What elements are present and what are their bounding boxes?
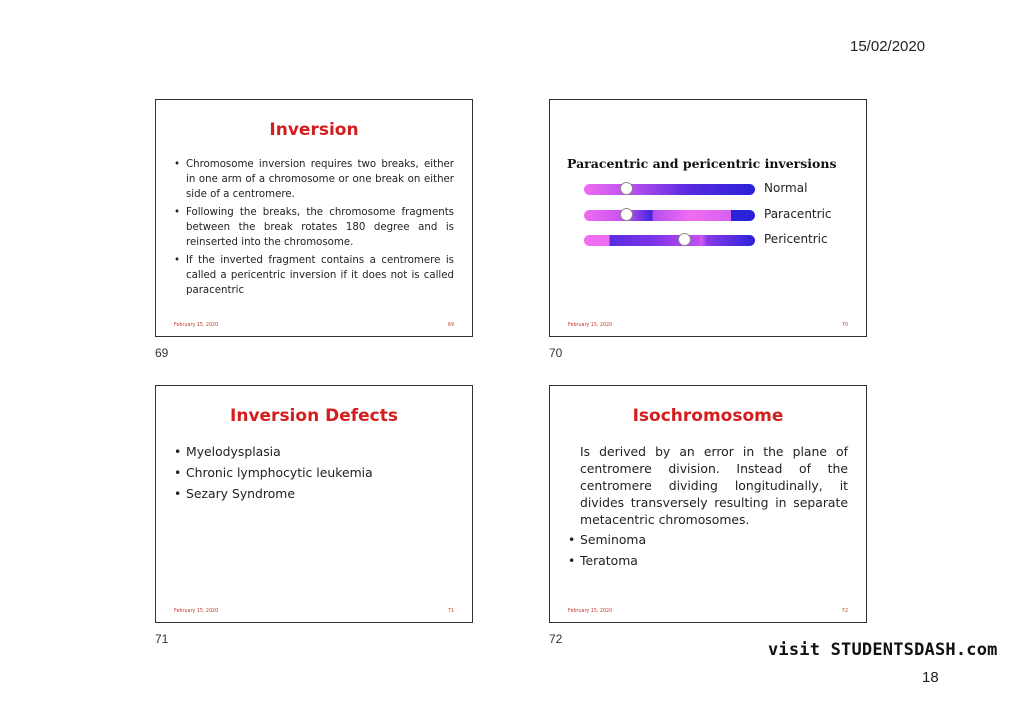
page-number: 18: [922, 669, 939, 686]
chromosome-bar-pericentric: [584, 235, 755, 246]
centromere-marker: [678, 233, 691, 246]
centromere-marker: [620, 182, 633, 195]
slide-title: Inversion Defects: [230, 406, 398, 426]
slide-title: Inversion: [269, 120, 359, 140]
slide-number: 71: [155, 632, 169, 646]
slide-footer-number: 71: [447, 609, 454, 614]
slide-inversion: [155, 99, 473, 337]
label-normal: Normal: [764, 181, 808, 195]
slide-number: 69: [155, 346, 169, 360]
bullet-item: • If the inverted fragment contains a centromere is called a pericentric inversion if it does not is called paracentric: [174, 253, 454, 298]
bullet-item: • Myelodysplasia: [174, 443, 454, 460]
slide-inversion-defects: [155, 385, 473, 623]
slide-footer-date: February 15, 2020: [174, 323, 219, 328]
slide-footer-number: 70: [841, 323, 848, 328]
label-pericentric: Pericentric: [764, 232, 828, 246]
slide-footer-date: February 15, 2020: [568, 323, 613, 328]
slide-footer-number: 69: [447, 323, 454, 328]
slide-footer-date: February 15, 2020: [568, 609, 613, 614]
slide-inversion-diagram: [549, 99, 867, 337]
slide-paragraph: Is derived by an error in the plane of centromere division. Instead of the centromere dividing longitudinally, it divides transversely resulting in separate metacentric chromosomes.: [580, 444, 848, 527]
bullet-item: • Teratoma: [568, 552, 848, 569]
bullet-list: [568, 531, 848, 573]
label-paracentric: Paracentric: [764, 207, 832, 221]
chromosome-bar-paracentric: [584, 210, 755, 221]
slide-isochromosome: [549, 385, 867, 623]
slide-number: 70: [549, 346, 563, 360]
slide-footer-number: 72: [841, 609, 848, 614]
bullet-item: • Chronic lymphocytic leukemia: [174, 464, 454, 481]
chromosome-bar-normal: [584, 184, 755, 195]
bullet-item: • Seminoma: [568, 531, 848, 548]
centromere-marker: [620, 208, 633, 221]
diagram-title: Paracentric and pericentric inversions: [567, 156, 837, 171]
slide-footer-date: February 15, 2020: [174, 609, 219, 614]
bullet-item: • Sezary Syndrome: [174, 485, 454, 502]
slide-title: Isochromosome: [632, 406, 784, 426]
slide-number: 72: [549, 632, 563, 646]
bullet-item: • Following the breaks, the chromosome fragments between the break rotates 180 degree and is reinserted into the chromosome.: [174, 205, 454, 250]
bullet-item: • Chromosome inversion requires two breaks, either in one arm of a chromosome or one break on either side of a centromere.: [174, 157, 454, 202]
bullet-list: [174, 157, 454, 301]
bullet-list: [174, 443, 454, 506]
page-date: 15/02/2020: [850, 38, 926, 55]
watermark: visit STUDENTSDASH.com: [768, 640, 998, 660]
